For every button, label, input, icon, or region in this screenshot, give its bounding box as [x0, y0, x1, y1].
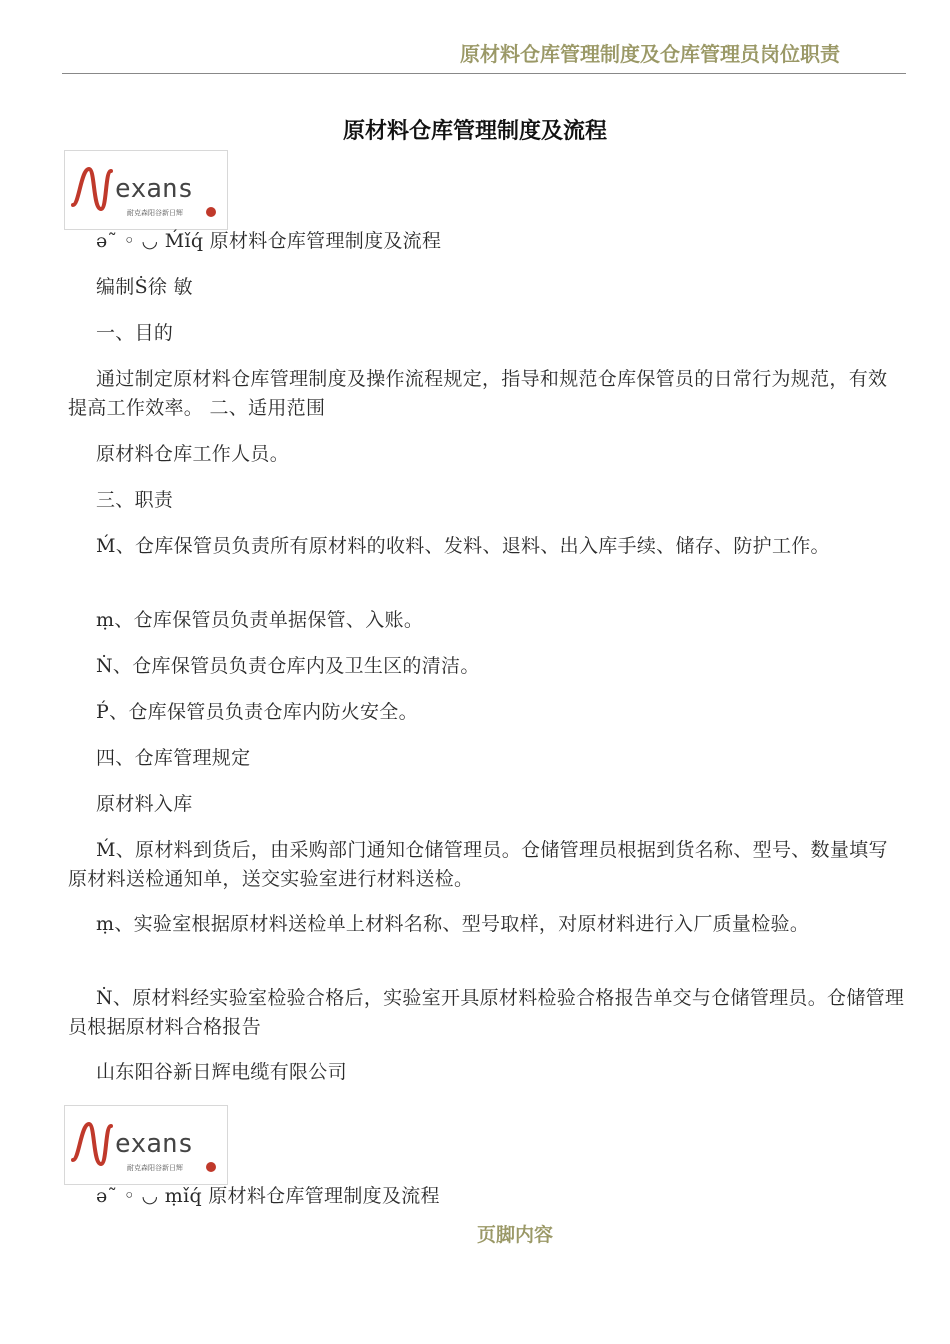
list-item: Ṅ、原材料经实验室检验合格后，实验室开具原材料检验合格报告单交与仓储管理员。仓储管理员根据原材料合格报告 [68, 987, 905, 1038]
section-heading: 三、职责 [96, 489, 174, 511]
meta-line: ǝ˜ ◦ ◡ Ḿǐq́ 原材料仓库管理制度及流程 [96, 230, 442, 252]
nexans-logo [64, 150, 228, 230]
list-item: ṃ、仓库保管员负责单据保管、入账。 [96, 609, 424, 631]
company-name: 山东阳谷新日辉电缆有限公司 [96, 1061, 347, 1083]
svg-text:exans: exans [115, 174, 194, 204]
author-line: 编制Ṡ徐 敏 [96, 276, 193, 298]
running-header-title: 原材料仓库管理制度及仓库管理员岗位职责 [460, 42, 840, 66]
list-item: Ḿ、原材料到货后，由采购部门通知仓储管理员。仓储管理员根据到货名称、型号、数量填写原材料送检通知单，送交实验室进行材料送检。 [68, 839, 888, 890]
nexans-logo [64, 1105, 228, 1185]
list-item: Ṕ、仓库保管员负责仓库内防火安全。 [96, 701, 418, 723]
svg-text:耐克森阳谷新日辉: 耐克森阳谷新日辉 [127, 1164, 183, 1172]
header-divider [62, 73, 906, 74]
section-heading: 四、仓库管理规定 [96, 747, 251, 769]
subsection-heading: 原材料入库 [96, 793, 193, 815]
body-paragraph: 原材料仓库工作人员。 [96, 443, 290, 465]
page-footer: 页脚内容 [476, 1224, 553, 1246]
list-item: ṃ、实验室根据原材料送检单上材料名称、型号取样，对原材料进行入厂质量检验。 [96, 913, 810, 935]
list-item: Ḿ、仓库保管员负责所有原材料的收料、发料、退料、出入库手续、储存、防护工作。 [96, 535, 830, 557]
meta-line: ǝ˜ ◦ ◡ ṃǐq́ 原材料仓库管理制度及流程 [96, 1185, 440, 1207]
list-item: Ṅ、仓库保管员负责仓库内及卫生区的清洁。 [96, 655, 480, 677]
svg-text:耐克森阳谷新日辉: 耐克森阳谷新日辉 [127, 209, 183, 217]
body-paragraph: 通过制定原材料仓库管理制度及操作流程规定，指导和规范仓库保管员的日常行为规范，有效提高工作效率。 二、适用范围 [68, 368, 888, 419]
section-heading: 一、目的 [96, 322, 174, 344]
document-title: 原材料仓库管理制度及流程 [342, 119, 607, 144]
svg-text:exans: exans [115, 1129, 194, 1159]
